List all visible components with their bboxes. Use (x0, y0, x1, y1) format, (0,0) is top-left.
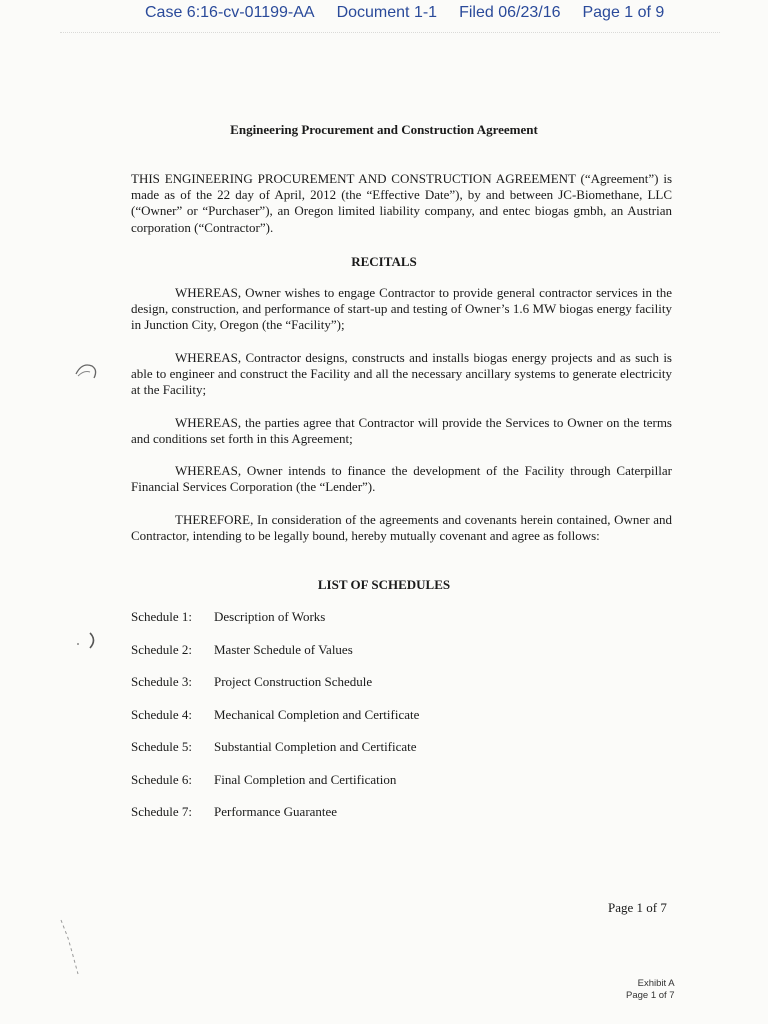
intro-paragraph: THIS ENGINEERING PROCUREMENT AND CONSTRUCTION AGREEMENT (“Agreement”) is made as of the 22 day of April, 2012 (the “Effective Date”), by and between JC-Biomethane, LLC (“Owner” or “Purchaser”), an Oregon limited liability company, and entec biogas gmbh, an Austrian corporation (“Contractor”). (131, 171, 672, 235)
document-title: Engineering Procurement and Construction Agreement (230, 122, 538, 137)
case-number: Case 6:16-cv-01199-AA (145, 4, 315, 21)
header-page-number: Page 1 of 9 (582, 4, 665, 21)
schedule-number: Schedule 2: (131, 642, 193, 657)
scan-noise-line (60, 32, 720, 45)
recital-paragraph-3: WHEREAS, the parties agree that Contractor will provide the Services to Owner on the terms and conditions set forth in this Agreement; (131, 415, 672, 447)
schedule-description: Performance Guarantee (214, 804, 338, 819)
schedule-row (131, 804, 337, 820)
schedule-description: Mechanical Completion and Certificate (214, 707, 420, 722)
schedule-number: Schedule 5: (131, 739, 193, 754)
filed-date: Filed 06/23/16 (459, 4, 561, 21)
schedule-description: Description of Works (214, 609, 326, 624)
schedule-number: Schedule 4: (131, 707, 193, 722)
schedule-number: Schedule 7: (131, 804, 193, 819)
binder-hole-mark-icon (72, 630, 100, 652)
recital-paragraph-2: WHEREAS, Contractor designs, constructs and installs biogas energy projects and as such is able to engineer and construct the Facility and all the necessary ancillary systems to generate electricity at the Facility; (131, 350, 672, 398)
schedule-number: Schedule 6: (131, 772, 193, 787)
exhibit-stamp (626, 978, 675, 1002)
binder-hole-mark-icon (72, 360, 100, 382)
schedule-description: Project Construction Schedule (214, 674, 373, 689)
schedule-row (131, 642, 353, 658)
schedule-row (131, 609, 325, 625)
schedule-description: Substantial Completion and Certificate (214, 739, 417, 754)
schedules-heading: LIST OF SCHEDULES (317, 577, 451, 592)
document-number: Document 1-1 (336, 4, 438, 21)
schedule-number: Schedule 1: (131, 609, 193, 624)
schedule-row (131, 739, 417, 755)
schedule-description: Final Completion and Certification (214, 772, 397, 787)
case-header (145, 4, 686, 22)
exhibit-label: Exhibit A (637, 978, 675, 989)
schedule-description: Master Schedule of Values (214, 642, 353, 657)
recital-paragraph-4: WHEREAS, Owner intends to finance the development of the Facility through Caterpillar Financial Services Corporation (the “Lender”). (131, 463, 672, 495)
page-number: Page 1 of 7 (608, 900, 667, 915)
scan-edge-mark-icon (58, 918, 82, 978)
schedule-row (131, 707, 419, 723)
exhibit-page: Page 1 of 7 (626, 990, 675, 1001)
schedule-row (131, 772, 396, 788)
recitals-heading: RECITALS (351, 254, 417, 269)
recital-paragraph-1: WHEREAS, Owner wishes to engage Contractor to provide general contractor services in the design, construction, and performance of start-up and testing of Owner’s 1.6 MW biogas energy facility in Junction City, Oregon (the “Facility”); (131, 285, 672, 333)
schedule-row (131, 674, 372, 690)
therefore-paragraph: THEREFORE, In consideration of the agreements and covenants herein contained, Owner and Contractor, intending to be legally bound, hereby mutually covenant and agree as follows: (131, 512, 672, 544)
schedule-number: Schedule 3: (131, 674, 193, 689)
